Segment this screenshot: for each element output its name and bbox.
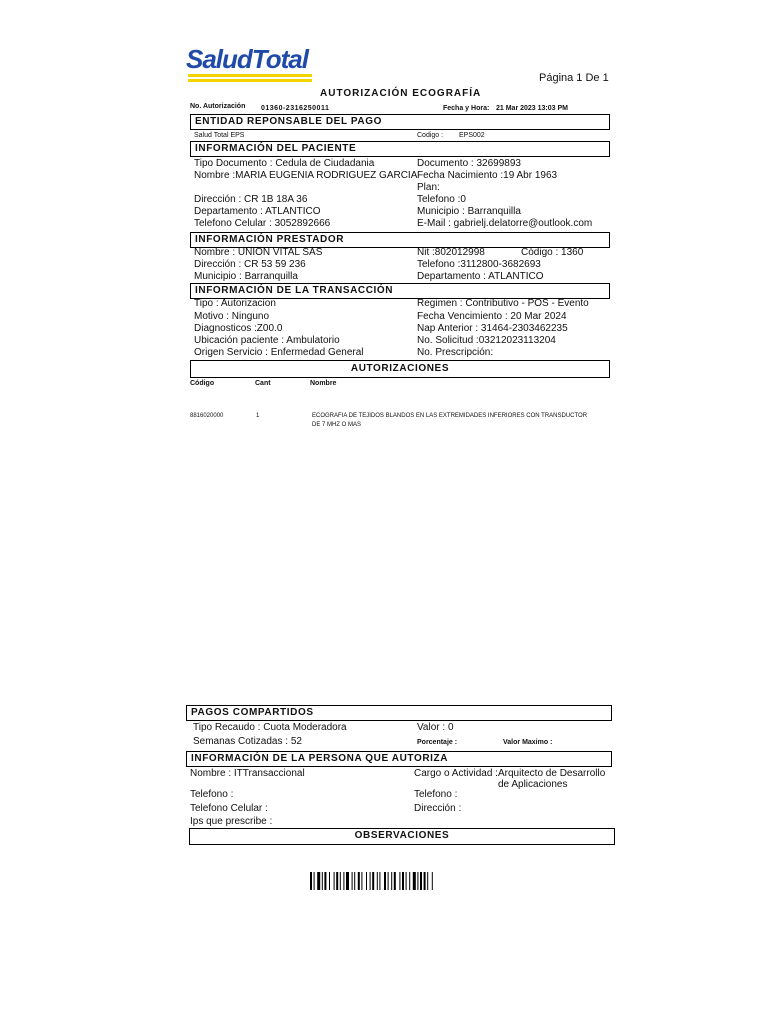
- autorizaciones-section-box: [190, 360, 610, 378]
- barcode-icon: [310, 872, 510, 890]
- pagos-porcentaje: Porcentaje :: [417, 739, 458, 746]
- transaccion-regimen: Regimen : Contributivo - POS - Evento: [417, 298, 589, 309]
- paciente-tipo-doc: Tipo Documento : Cedula de Ciudadania: [194, 158, 375, 169]
- prestador-direccion: Dirección : CR 53 59 236: [194, 259, 306, 270]
- paciente-title: INFORMACIÓN DEL PACIENTE: [195, 143, 357, 154]
- page-number: Página 1 De 1: [539, 72, 609, 84]
- paciente-nombre: Nombre :MARIA EUGENIA RODRIGUEZ GARCIA: [194, 170, 418, 181]
- prestador-codigo: Código : 1360: [521, 247, 584, 258]
- autorizaciones-title: AUTORIZACIONES: [350, 363, 450, 374]
- paciente-plan: Plan:: [417, 182, 440, 193]
- paciente-section-box: [190, 141, 610, 157]
- prestador-nombre: Nombre : UNION VITAL SAS: [194, 247, 323, 258]
- paciente-departamento: Departamento : ATLANTICO: [194, 206, 321, 217]
- paciente-telefono-celular: Telefono Celular : 3052892666: [194, 218, 331, 229]
- row-nombre-line1: ECOGRAFIA DE TEJIDOS BLANDOS EN LAS EXTREMIDADES INFERIORES CON TRANSDUCTOR: [312, 413, 588, 419]
- row-codigo: 8816020000: [190, 413, 224, 419]
- autoriza-title: INFORMACIÓN DE LA PERSONA QUE AUTORIZA: [191, 753, 449, 764]
- entidad-code: EPS002: [459, 132, 485, 139]
- date-label: Fecha y Hora:: [443, 105, 490, 112]
- transaccion-nap: Nap Anterior : 31464-2303462235: [417, 323, 568, 334]
- logo-stripe-bottom: [188, 79, 312, 82]
- observaciones-title: OBSERVACIONES: [354, 830, 450, 841]
- entidad-title: ENTIDAD REPONSABLE DEL PAGO: [195, 116, 382, 127]
- observaciones-section-box: [189, 828, 615, 845]
- salud-total-logo: [186, 44, 316, 84]
- row-cant: 1: [256, 413, 260, 419]
- transaccion-section-box: [190, 283, 610, 299]
- row-nombre-line2: DE 7 MHZ O MAS: [312, 422, 362, 428]
- logo-text: SaludTotal: [186, 44, 308, 74]
- autoriza-telefono-right: Telefono :: [414, 789, 458, 800]
- autoriza-ips: Ips que prescribe :: [190, 816, 273, 827]
- transaccion-title: INFORMACIÓN DE LA TRANSACCIÓN: [195, 285, 394, 296]
- transaccion-solicitud: No. Solicitud :03212023113204: [417, 335, 556, 346]
- autoriza-cargo-label: Cargo o Actividad :: [414, 768, 498, 779]
- pagos-semanas: Semanas Cotizadas : 52: [193, 736, 302, 747]
- logo-stripe-top: [188, 74, 312, 77]
- autoriza-nombre: Nombre : ITTransaccional: [190, 768, 305, 779]
- paciente-fecha-nacimiento: Fecha Nacimiento :19 Abr 1963: [417, 170, 558, 181]
- prestador-section-box: [190, 232, 610, 248]
- autoriza-celular: Telefono Celular :: [190, 803, 268, 814]
- paciente-email: E-Mail : gabrielj.delatorre@outlook.com: [417, 218, 593, 229]
- transaccion-fecha-vencimiento: Fecha Vencimiento : 20 Mar 2024: [417, 311, 567, 322]
- transaccion-ubicacion: Ubicación paciente : Ambulatorio: [194, 335, 340, 346]
- col-codigo-header: Código: [190, 380, 215, 387]
- entidad-name: Salud Total EPS: [194, 132, 245, 139]
- prestador-departamento: Departamento : ATLANTICO: [417, 271, 544, 282]
- autoriza-section-box: [186, 751, 612, 767]
- entidad-section-box: [190, 114, 610, 130]
- autoriza-cargo-line1: Arquitecto de Desarrollo: [498, 768, 606, 779]
- paciente-telefono: Telefono :0: [417, 194, 466, 205]
- date-value: 21 Mar 2023 13:03 PM: [496, 105, 568, 112]
- auth-label: No. Autorización: [190, 103, 246, 110]
- pagos-valor-maximo: Valor Maximo :: [503, 739, 553, 746]
- transaccion-origen: Origen Servicio : Enfermedad General: [194, 347, 364, 358]
- transaccion-diagnosticos: Diagnosticos :Z00.0: [194, 323, 283, 334]
- pagos-title: PAGOS COMPARTIDOS: [191, 707, 314, 718]
- col-cant-header: Cant: [255, 380, 271, 387]
- pagos-section-box: [186, 705, 612, 721]
- prestador-municipio: Municipio : Barranquilla: [194, 271, 298, 282]
- paciente-municipio: Municipio : Barranquilla: [417, 206, 521, 217]
- transaccion-motivo: Motivo : Ninguno: [194, 311, 270, 322]
- pagos-valor: Valor : 0: [417, 722, 454, 733]
- entidad-code-label: Codigo :: [417, 132, 444, 139]
- transaccion-prescripcion: No. Prescripción:: [417, 347, 494, 358]
- document-title: AUTORIZACIÓN ECOGRAFÍA: [320, 88, 482, 99]
- auth-number: 01360-2316250011: [261, 105, 330, 112]
- prestador-nit: Nit :802012998: [417, 247, 485, 258]
- paciente-documento: Documento : 32699893: [417, 158, 521, 169]
- autoriza-direccion: Dirección :: [414, 803, 462, 814]
- prestador-title: INFORMACIÓN PRESTADOR: [195, 234, 345, 245]
- autoriza-telefono-left: Telefono :: [190, 789, 234, 800]
- col-nombre-header: Nombre: [310, 380, 337, 387]
- autoriza-cargo-line2: de Aplicaciones: [498, 779, 568, 790]
- prestador-telefono: Telefono :3112800-3682693: [417, 259, 541, 270]
- paciente-direccion: Dirección : CR 1B 18A 36: [194, 194, 308, 205]
- pagos-tipo-recaudo: Tipo Recaudo : Cuota Moderadora: [193, 722, 347, 733]
- transaccion-tipo: Tipo : Autorizacion: [194, 298, 276, 309]
